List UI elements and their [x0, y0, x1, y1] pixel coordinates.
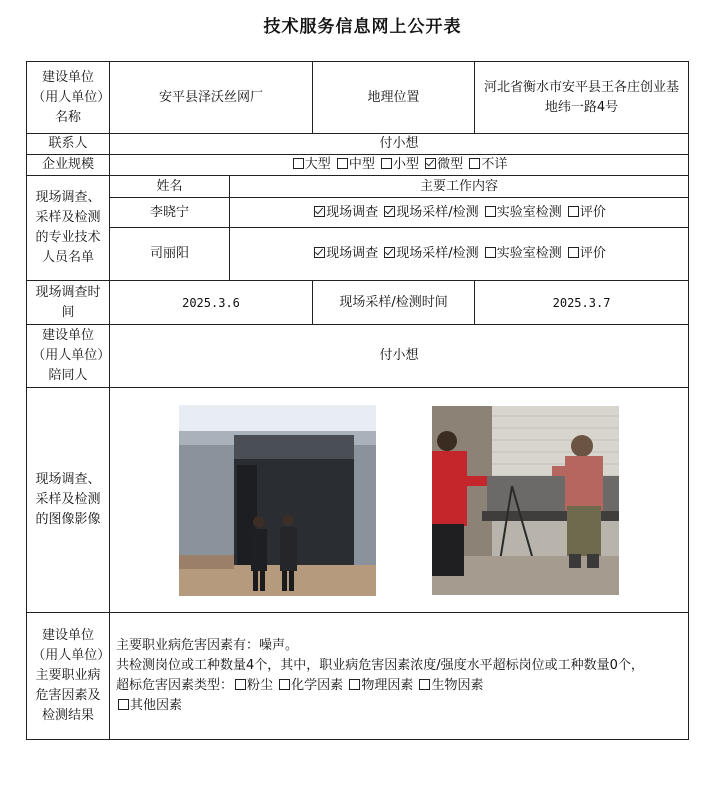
scale-option: 中型 [335, 157, 375, 172]
sampling-date: 2025.3.7 [475, 281, 689, 325]
scale-option: 不详 [467, 157, 507, 172]
scale-row [27, 155, 689, 176]
checkbox-icon [485, 247, 496, 258]
staff-col-name: 姓名 [110, 176, 230, 198]
staff-row [27, 228, 689, 281]
staff-col-work: 主要工作内容 [230, 176, 689, 198]
results-line-other: 其他因素 [116, 696, 682, 716]
survey-time-label: 现场调查时间 [27, 281, 110, 325]
checkbox-icon [381, 158, 392, 169]
checkbox-icon [293, 158, 304, 169]
checkbox-icon [118, 699, 129, 710]
images-label: 现场调查、采样及检测的图像影像 [27, 388, 110, 613]
staff-name: 司丽阳 [110, 228, 230, 281]
escort-value: 付小想 [110, 325, 689, 388]
checkbox-icon [314, 206, 325, 217]
escort-label: 建设单位（用人单位）陪同人 [27, 325, 110, 388]
checkbox-icon [425, 158, 436, 169]
location-value: 河北省衡水市安平县王各庄创业基地纬一路4号 [475, 62, 689, 134]
site-photo-entrance [179, 405, 376, 596]
contact-label: 联系人 [27, 134, 110, 155]
staff-name: 李晓宁 [110, 198, 230, 228]
results-label: 建设单位（用人单位）主要职业病危害因素及检测结果 [27, 613, 110, 740]
escort-row [27, 325, 689, 388]
unit-row [27, 62, 689, 134]
dates-row [27, 281, 689, 325]
info-table [26, 61, 689, 740]
checkbox-icon [384, 206, 395, 217]
unit-name-label: 建设单位（用人单位）名称 [27, 62, 110, 134]
contact-row [27, 134, 689, 155]
checkbox-icon [568, 206, 579, 217]
unit-name-value: 安平县泽沃丝网厂 [110, 62, 313, 134]
results-row [27, 613, 689, 740]
results-content [110, 613, 689, 740]
staff-row [27, 198, 689, 228]
document-title: 技术服务信息网上公开表 [263, 17, 462, 37]
checkbox-icon [314, 247, 325, 258]
images-cell [110, 388, 689, 613]
staff-header-row [27, 176, 689, 198]
checkbox-icon [349, 679, 360, 690]
contact-value: 付小想 [110, 134, 689, 155]
checkbox-icon [485, 206, 496, 217]
results-line-factors: 主要职业病危害因素有：噪声。 [116, 638, 299, 653]
staff-work-items: 现场调查 现场采样/检测 实验室检测 评价 [230, 198, 689, 228]
staff-label: 现场调查、采样及检测的专业技术人员名单 [27, 176, 110, 281]
sampling-time-label: 现场采样/检测时间 [313, 281, 475, 325]
scale-options [110, 155, 689, 176]
results-line-counts: 共检测岗位或工种数量4个，其中，职业病危害因素浓度/强度水平超标岗位或工种数量0个， [116, 658, 644, 673]
images-row [27, 388, 689, 613]
scale-option: 大型 [291, 157, 331, 172]
checkbox-icon [384, 247, 395, 258]
checkbox-icon [469, 158, 480, 169]
location-label: 地理位置 [313, 62, 475, 134]
site-photo-sampling [432, 406, 619, 595]
survey-date: 2025.3.6 [110, 281, 313, 325]
checkbox-icon [235, 679, 246, 690]
checkbox-icon [337, 158, 348, 169]
results-line-types: 超标危害因素类型： 粉尘 化学因素 物理因素 生物因素 [116, 678, 484, 693]
staff-work-items: 现场调查 现场采样/检测 实验室检测 评价 [230, 228, 689, 281]
scale-option: 小型 [379, 157, 419, 172]
checkbox-icon [419, 679, 430, 690]
scale-label: 企业规模 [27, 155, 110, 176]
checkbox-icon [279, 679, 290, 690]
checkbox-icon [568, 247, 579, 258]
scale-option: 微型 [423, 157, 463, 172]
